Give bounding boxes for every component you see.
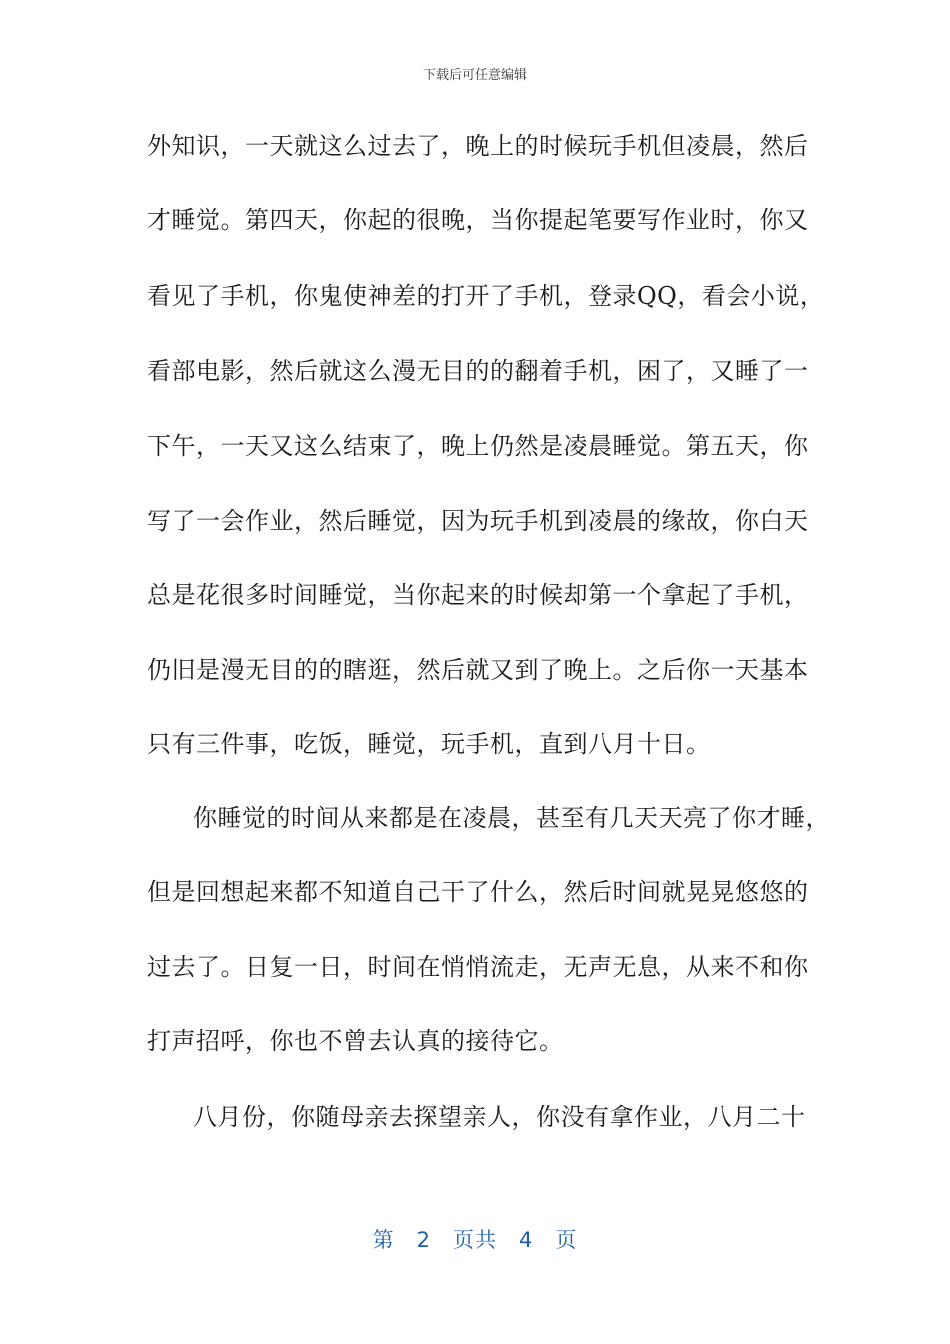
text-line: 看部电影，然后就这么漫无目的的翻着手机，困了，又睡了一 <box>147 357 809 385</box>
paragraph-first-line: 八月份，你随母亲去探望亲人，你没有拿作业，八月二十 <box>193 1103 806 1131</box>
text-line: 过去了。日复一日，时间在悄悄流走，无声无息，从来不和你 <box>147 953 809 981</box>
text-line: 总是花很多时间睡觉，当你起来的时候却第一个拿起了手机， <box>147 581 809 609</box>
text-line: 下午，一天又这么结束了，晚上仍然是凌晨睡觉。第五天，你 <box>147 432 809 460</box>
footer-suffix: 页 <box>555 1228 578 1252</box>
total-page-count: 4 <box>519 1228 534 1252</box>
text-line: 写了一会作业，然后睡觉，因为玩手机到凌晨的缘故，你白天 <box>147 507 809 535</box>
page-header-note: 下载后可任意编辑 <box>422 68 527 83</box>
text-line: 仍旧是漫无目的的瞎逛，然后就又到了晚上。之后你一天基本 <box>147 656 809 684</box>
page-number-footer <box>0 1224 950 1254</box>
footer-middle: 页共 <box>453 1228 497 1252</box>
text-line: 才睡觉。第四天，你起的很晚，当你提起笔要写作业时，你又 <box>147 206 809 234</box>
footer-prefix: 第 <box>372 1228 395 1252</box>
text-line: 只有三件事，吃饭，睡觉，玩手机，直到八月十日。 <box>147 730 711 758</box>
paragraph-first-line: 你睡觉的时间从来都是在凌晨，甚至有几天天亮了你才睡， <box>193 804 830 832</box>
text-line: 外知识，一天就这么过去了，晚上的时候玩手机但凌晨，然后 <box>147 132 809 160</box>
current-page-number: 2 <box>416 1228 431 1252</box>
text-line: 打声招呼，你也不曾去认真的接待它。 <box>147 1027 564 1055</box>
text-line: 看见了手机，你鬼使神差的打开了手机，登录QQ，看会小说， <box>147 282 825 310</box>
text-line: 但是回想起来都不知道自己干了什么，然后时间就晃晃悠悠的 <box>147 878 809 906</box>
